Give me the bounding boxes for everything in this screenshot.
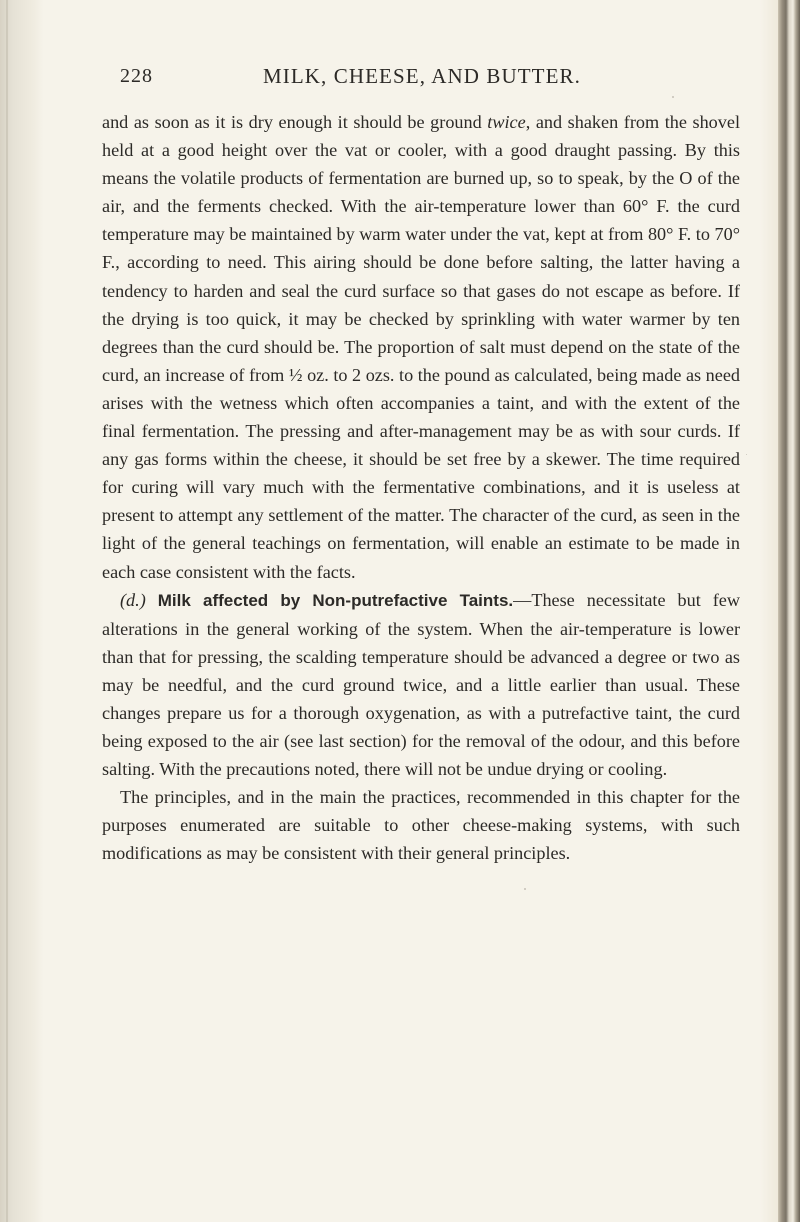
paper-speck xyxy=(672,96,674,98)
paragraph-text: , and shaken from the shovel held at a good height over the vat or cooler, with a good draught passing. By this means the volatile products of fermentation are burned up, so to speak, by the O of the air, and the ferments checked. With the air-temperature lower than 60° F. the curd temperature may be maintained by warm water under the vat, kept at from 80° F. to 70° F., according to need. This airing should be done before salting, the latter having a tendency to harden and seal the curd surface so that gases do not escape as before. If the drying is too quick, it may be checked by sprinkling with water warmer by ten degrees than the curd should be. The proportion of salt must depend on the state of the curd, an increase of from ½ oz. to 2 ozs. to the pound as calculated, being made as need arises with the wetness which often accompanies a taint, and with the extent of the final fermentation. The pressing and after-management may be as with sour curds. If any gas forms within the cheese, it should be set free by a skewer. The time required for curing will vary much with the fermentative combinations, and it is useless at present to attempt any settlement of the matter. The character of the curd, as seen in the light of the general teachings on fermentation, will enable an estimate to be made in each case consistent with the facts. xyxy=(102,112,740,582)
paragraph-text: The principles, and in the main the practices, recommended in this chapter for the purposes enumerated are suitable to other cheese-making systems, with such modifications as may be consistent with their general principles. xyxy=(102,787,740,864)
emphasized-word: twice xyxy=(487,112,526,132)
paragraph-non-putrefactive-taints xyxy=(102,586,740,784)
paragraph-curd-airing xyxy=(102,108,740,586)
running-head: MILK, CHEESE, AND BUTTER. xyxy=(263,64,581,88)
page-binding-shadow xyxy=(0,0,44,1222)
section-label: (d.) xyxy=(120,589,146,610)
page-number: 228 xyxy=(120,65,153,87)
paper-speck xyxy=(524,888,526,890)
body-text xyxy=(102,108,740,868)
page-edge xyxy=(778,0,800,1222)
paragraph-text: —These necessitate but few alterations in the general working of the system. When the air-temperature is lower than that for pressing, the scalding temperature should be advanced a degree or two as may be needful, and the curd ground twice, and a little earlier than usual. These changes prepare us for a thorough oxygenation, as with a putrefactive taint, the curd being exposed to the air (see last section) for the removal of the odour, and this before salting. With the precautions noted, there will not be undue drying or cooling. xyxy=(102,589,741,780)
section-heading: Milk affected by Non-putrefactive Taints. xyxy=(157,590,514,610)
paper-speck xyxy=(746,454,747,455)
paragraph-text: and as soon as it is dry enough it should be ground xyxy=(102,112,488,132)
paragraph-principles xyxy=(102,783,740,867)
page-header xyxy=(120,58,690,94)
